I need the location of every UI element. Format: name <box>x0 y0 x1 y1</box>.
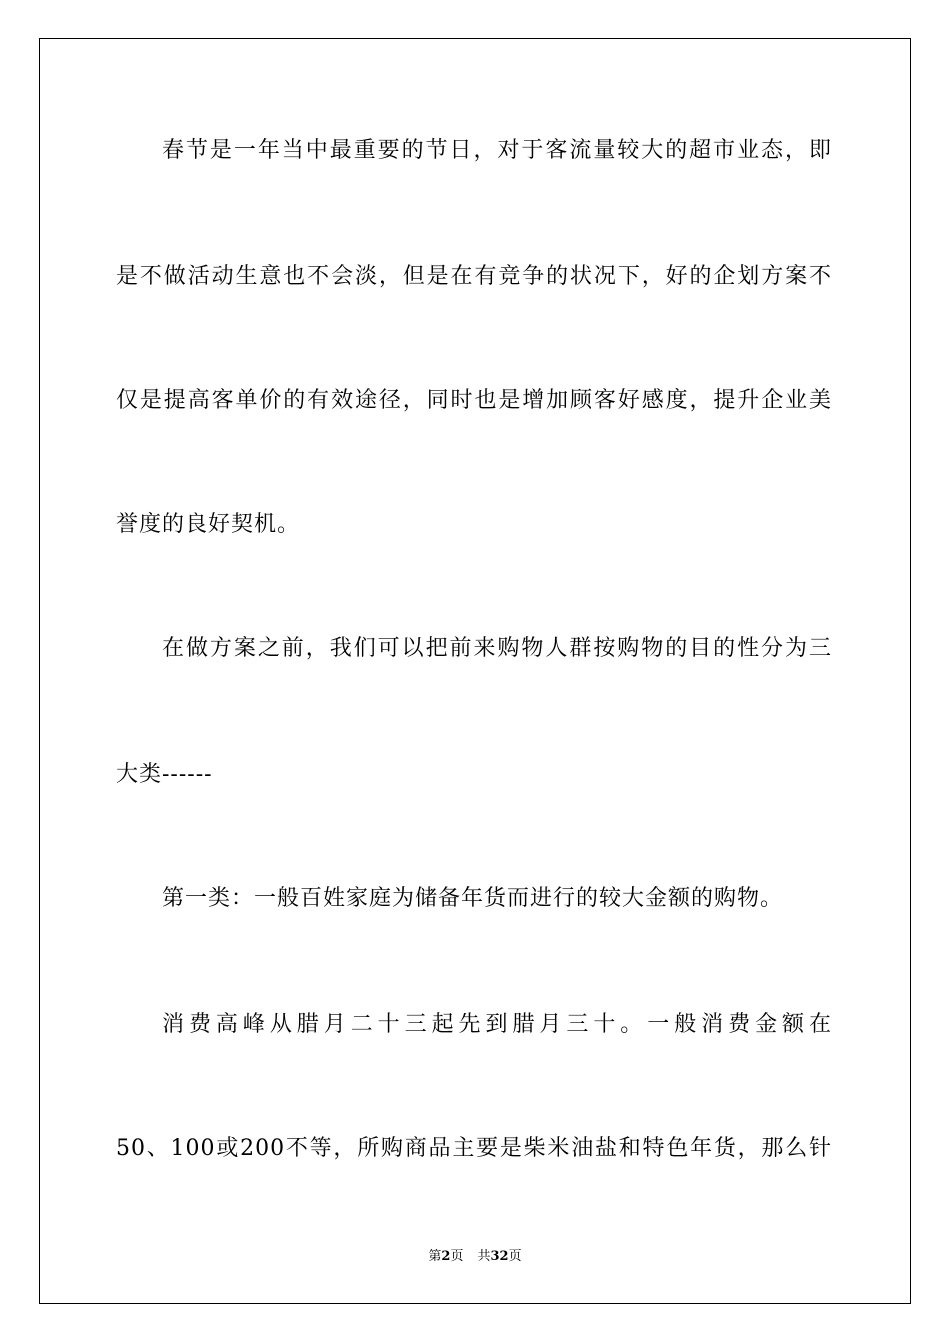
footer-page-prefix: 第 <box>428 1249 442 1264</box>
paragraph-line-8: 消费高峰从腊月二十三起先到腊月三十。一般消费金额在 <box>162 1012 832 1037</box>
paragraph-line-3: 仅是提高客单价的有效途径，同时也是增加顾客好感度，提升企业美 <box>116 388 832 413</box>
footer-total-prefix: 共 <box>477 1249 491 1264</box>
footer-total-pages: 32 <box>490 1249 509 1264</box>
footer-total-suffix: 页 <box>508 1249 522 1264</box>
footer-page-number: 2 <box>441 1249 451 1264</box>
paragraph-line-7: 第一类：一般百姓家庭为储备年货而进行的较大金额的购物。 <box>162 886 784 911</box>
page-border <box>39 38 911 1304</box>
footer-page-suffix: 页 <box>450 1249 464 1264</box>
paragraph-line-2: 是不做活动生意也不会淡，但是在有竞争的状况下，好的企划方案不 <box>116 264 832 289</box>
paragraph-line-9: 50、100或200不等，所购商品主要是柴米油盐和特色年货，那么针 <box>116 1136 832 1161</box>
paragraph-line-5: 在做方案之前，我们可以把前来购物人群按购物的目的性分为三 <box>162 636 832 661</box>
page-footer <box>0 1248 950 1266</box>
paragraph-line-6: 大类------ <box>116 762 213 787</box>
paragraph-line-4: 誉度的良好契机。 <box>116 512 301 537</box>
paragraph-line-1: 春节是一年当中最重要的节日，对于客流量较大的超市业态，即 <box>162 138 832 163</box>
